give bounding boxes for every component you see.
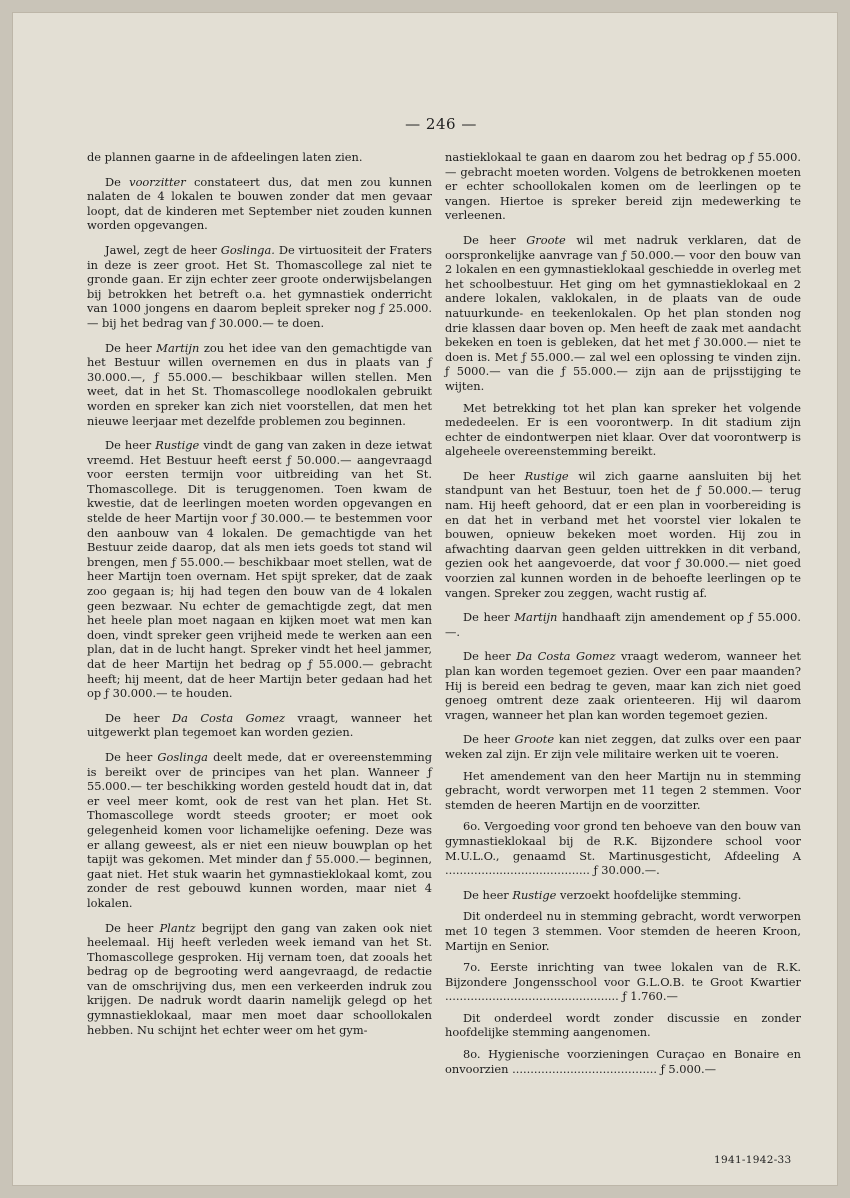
speaker-name: Goslinga [157,749,208,764]
speaker-name: Da Costa Gomez [516,649,616,664]
paragraph: De heer Martijn zou het idee van den gemachtigde van het Bestuur willen overnemen en dus in plaats van ƒ 30.000.—, ƒ 55.000.— beschikbaar willen stellen. Men weet, dat in het St. Thomascollege noodlokalen gebruikt worden en spreker kan zich niet voorstellen, dat men het nieuwe leerjaar met dezelfde problemen zou beginnen. [87,340,432,428]
agenda-item: 6o. Vergoeding voor grond ten behoeve van den bouw van gymnastieklokaal bij de R.K. Bijzondere school voor M.U.L.O., genaamd St. Martinusgesticht, Afdeeling A ........................................ ƒ 30.000.—. [445,819,801,878]
paragraph: Dit onderdeel nu in stemming gebracht, wordt verworpen met 10 tegen 3 stemmen. Voor stemden de heeren Kroon, Martijn en Senior. [445,909,801,953]
paragraph: De heer Rustige wil zich gaarne aansluiten bij het standpunt van het Bestuur, toen het de ƒ 50.000.— terug nam. Hij heeft gehoord, dat er een plan in voorbereiding is en dat het in verband met het voorstel vier lokalen te bouwen, opnieuw bekeken moet worden. Hij zou in afwachting daarvan geen gelden uittrekken in dit verband, gezien ook het aangevoerde, dat voor ƒ 30.000.— niet goed voorzien zal kunnen worden in de behoefte leerlingen op te vangen. Spreker zou zeggen, wacht rustig af. [445,468,801,600]
paragraph: De heer Da Costa Gomez vraagt, wanneer het uitgewerkt plan tegemoet kan worden gezien. [87,710,433,740]
speaker-name: Rustige [524,468,569,483]
paragraph: De heer Rustige vindt de gang van zaken in deze ietwat vreemd. Het Bestuur heeft eerst ƒ 50.000.— aangevraagd voor eersten termijn voor uitbreiding van het St. Thomascollege. Dit is teruggenomen. Toen kwam de kwestie, dat de leerlingen moeten worden opgevangen en stelde de heer Martijn voor ƒ 30.000.— te bestemmen voor den aanbouw van 4 lokalen. De gemachtigde van het Bestuur zeide daarop, dat als men iets goeds tot stand wil brengen, men ƒ 55.000.— beschikbaar moet stellen, wat de heer Martijn toen overnam. Het spijt spreker, dat de zaak zoo gegaan is; hij had tegen den bouw van de 4 lokalen geen bezwaar. Nu echter de gemachtigde zegt, dat men het heele plan moet nagaan en kijken moet wat men kan doen, vindt spreker geen vrijheid mede te werken aan een plan, dat in de lucht hangt. Spreker vindt het heel jammer, dat de heer Martijn het bedrag op ƒ 55.000.— gebracht heeft; hij meent, dat de heer Martijn beter gedaan had het op ƒ 30.000.— te houden. [87,438,433,701]
paragraph: De heer Groote wil met nadruk verklaren, dat de oorspronkelijke aanvrage van ƒ 50.000.— voor den bouw van 2 lokalen en een gymnastieklokaal geschiedde in overleg met het schoolbestuur. Het ging om het gymnastieklokaal en 2 andere lokalen, vaklokalen, in de plaats van de oude natuurkunde- en teekenlokalen. Op het plan stonden nog drie klassen daar boven op. Men heeft de zaak met aandacht bekeken en toen is gebleken, dat het met ƒ 30.000.— niet te doen is. Met ƒ 55.000.— zal wel een oplossing te vinden zijn. ƒ 5000.— van die ƒ 55.000.— zijn aan de prijsstijging te wijten. [445,232,801,393]
paragraph: De heer Plantz begrijpt den gang van zaken ook niet heelemaal. Hij heeft verleden week iemand van het St. Thomascollege gesproken. Hij vernam toen, dat zooals het bedrag op de begrooting werd aangevraagd, de redactie van de omschrijving dus, men een verkeerden indruk zou krijgen. De nadruk wordt daarin namelijk gelegd op het gymnastieklokaal, maar men moet daar schoollokalen hebben. Nu schijnt het echter weer om het gym- [87,920,432,1037]
paragraph: de plannen gaarne in de afdeelingen laten zien. [87,150,363,164]
footer-code: 1941-1942-33 [714,1154,792,1166]
paragraph: De heer Goslinga deelt mede, dat er overeenstemming is bereikt over de principes van het plan. Wanneer ƒ 55.000.— ter beschikking worden gesteld houdt dat in, dat er veel meer komt, ook de rest van het plan. Het St. Thomascollege wordt steeds grooter; er moet ook gelegenheid komen voor lichamelijke oefening. Deze was er allang geweest, als er niet een nieuw bouwplan op het tapijt was gekomen. Met minder dan ƒ 55.000.— beginnen, gaat niet. Het stuk waarin het gymnastieklokaal komt, zou zonder de rest gebouwd kunnen worden, maar niet 4 lokalen. [87,749,432,910]
speaker-name: Groote [514,732,555,747]
speaker-name: Da Costa Gomez [171,710,286,725]
speaker-name: Goslinga. [220,242,275,257]
left-column [87,150,432,1044]
speaker-name: Martijn [514,610,558,625]
speaker-name: Rustige [155,438,200,453]
paragraph: nastieklokaal te gaan en daarom zou het bedrag op ƒ 55.000.— gebracht moeten worden. Volgens de betrokkenen moeten er echter schoollokalen komen om de leerlingen op te vangen. Hiertoe is spreker bereid zijn medewerking te verleenen. [445,150,801,223]
agenda-item: 8o. Hygienische voorzieningen Curaçao en Bonaire en onvoorzien ........................................ ƒ 5.000.— [445,1047,801,1076]
speaker-name: Martijn [156,340,200,355]
agenda-item: 7o. Eerste inrichting van twee lokalen van de R.K. Bijzondere Jongensschool voor G.L.O.B. te Groot Kwartier ................................................ ƒ 1.760.— [445,960,801,1004]
paragraph: De heer Martijn handhaaft zijn amendement op ƒ 55.000.—. [445,610,801,639]
speaker-name: Groote [526,232,566,247]
paragraph: De voorzitter constateert dus, dat men zou kunnen nalaten de 4 lokalen te bouwen zonder dat men gevaar loopt, dat de kinderen met September niet zouden kunnen worden opgevangen. [87,174,432,233]
paragraph: Dit onderdeel wordt zonder discussie en zonder hoofdelijke stemming aangenomen. [445,1010,801,1040]
paragraph: De heer Groote kan niet zeggen, dat zulks over een paar weken zal zijn. Er zijn vele militaire werken uit te voeren. [445,732,802,761]
paragraph: De heer Rustige verzoekt hoofdelijke stemming. [463,887,742,902]
speaker-name: voorzitter [129,174,186,189]
speaker-name: Plantz [159,920,196,935]
paragraph: Met betrekking tot het plan kan spreker het volgende mededeelen. Er is een voorontwerp. In dit stadium zijn echter de eindontwerpen niet klaar. Over dat voorontwerp is algeheele overeenstemming bereikt. [445,400,801,459]
page-number: — 246 — [405,115,477,133]
document-page [12,12,838,1186]
paragraph: Jawel, zegt de heer Goslinga. De virtuositeit der Fraters in deze is zeer groot. Het St. Thomascollege zal niet te gronde gaan. Er zijn echter zeer groote onderwijsbelangen bij betrokken het betreft o.a. het gymnastiek onderricht van 1000 jongens en daarom bepleit spreker nog ƒ 25.000.— bij het bedrag van ƒ 30.000.— te doen. [87,242,433,330]
paragraph: Het amendement van den heer Martijn nu in stemming gebracht, wordt verworpen met 11 tegen 2 stemmen. Voor stemden de heeren Martijn en de voorzitter. [445,768,801,812]
speaker-name: Rustige [512,887,557,902]
right-column [445,150,801,1076]
paragraph: De heer Da Costa Gomez vraagt wederom, wanneer het plan kan worden tegemoet gezien. Over een paar maanden? Hij is bereid een bedrag te geven, maar kan zich niet goed genoeg omtrent deze zaak orienteeren. Hij wil daarom vragen, wanneer het plan kan worden tegemoet gezien. [445,649,801,722]
